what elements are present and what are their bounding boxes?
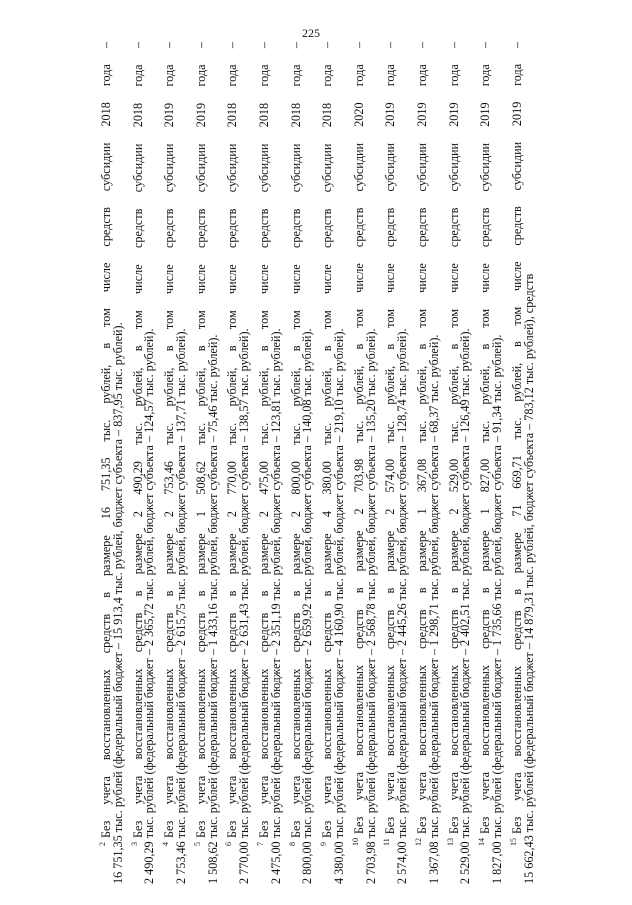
footnote-first-line bbox=[95, 42, 111, 884]
footnote-7 bbox=[253, 42, 285, 884]
footnote-3 bbox=[127, 42, 159, 884]
footnote-6 bbox=[221, 42, 253, 884]
footnote-text-line-1: Без учета восстановленных средств в размере 1 827,00 тыс. рублей, в том числе средств субсидии 2019 года – bbox=[478, 42, 493, 834]
footnote-first-line bbox=[285, 42, 301, 884]
footnote-first-line bbox=[127, 42, 143, 884]
footnote-13 bbox=[443, 42, 475, 884]
footnote-text-line-1: Без учета восстановленных средств в размере 2 800,00 тыс. рублей, в том числе средств субсидии 2018 года – bbox=[288, 42, 303, 838]
footnote-text-line-1: Без учета восстановленных средств в размере 1 367,08 тыс. рублей, в том числе средств субсидии 2019 года – bbox=[414, 42, 429, 834]
rotated-page-body bbox=[95, 42, 570, 884]
footnote-14 bbox=[474, 42, 506, 884]
footnote-10 bbox=[348, 42, 380, 884]
footnote-text-line-1: Без учета восстановленных средств в размере 2 475,00 тыс. рублей, в том числе средств субсидии 2018 года – bbox=[256, 42, 271, 838]
footnote-number: 10 bbox=[350, 838, 360, 846]
footnote-text-line-2: 2 770,00 тыс. рублей (федеральный бюджет – 2 631,43 тыс. рублей, бюджет субъекта – 138,57 тыс. рублей). bbox=[237, 328, 252, 884]
footnote-9 bbox=[316, 42, 348, 884]
footnote-text-line-2: 1 367,08 тыс. рублей (федеральный бюджет – 1 298,71 тыс. рублей, бюджет субъекта – 68,37 тыс. рублей). bbox=[426, 334, 441, 884]
footnote-text-line-2: 15 662,43 тыс. рублей (федеральный бюджет – 14 879,31 тыс. рублей, бюджет субъекта – 783,12 тыс. рублей), средств bbox=[521, 273, 536, 884]
footnote-text-line-1: Без учета восстановленных средств в размере 2 574,00 тыс. рублей, в том числе средств субсидии 2019 года – bbox=[383, 42, 398, 835]
footnote-number: 13 bbox=[445, 838, 455, 846]
footnote-first-line bbox=[379, 42, 398, 884]
footnote-text-line-1: Без учета восстановленных средств в размере 2 490,29 тыс. рублей, в том числе средств субсидии 2018 года – bbox=[130, 42, 145, 838]
footnote-number: 14 bbox=[477, 838, 487, 846]
footnote-text-line-1: Без учета восстановленных средств в размере 2 703,98 тыс. рублей, в том числе средств субсидии 2020 года – bbox=[351, 42, 366, 834]
footnote-text-line-1: Без учета восстановленных средств в размере 2 529,00 тыс. рублей, в том числе средств субсидии 2019 года – bbox=[446, 42, 461, 834]
footnote-number: 9 bbox=[319, 842, 329, 846]
footnote-text-line-2: 16 751,35 тыс. рублей (федеральный бюджет – 15 913,4 тыс. рублей, бюджет субъекта – 837,95 тыс. рублей). bbox=[110, 322, 125, 884]
footnote-first-line bbox=[348, 42, 364, 884]
footnote-number: 8 bbox=[287, 842, 297, 846]
footnote-text-line-2: 4 380,00 тыс. рублей (федеральный бюджет – 4 160,90 тыс. рублей, бюджет субъекта – 219,10 тыс. рублей). bbox=[331, 328, 346, 884]
footnote-11 bbox=[379, 42, 411, 884]
footnote-text-line-2: 2 529,00 тыс. рублей (федеральный бюджет – 2 402,51 тыс. рублей, бюджет субъекта – 126,49 тыс. рублей). bbox=[458, 328, 473, 884]
footnote-number: 11 bbox=[382, 838, 392, 846]
footnote-text-line-2: 2 475,00 тыс. рублей (федеральный бюджет – 2 351,19 тыс. рублей, бюджет субъекта – 123,81 тыс. рублей). bbox=[268, 328, 283, 884]
footnote-4 bbox=[158, 42, 190, 884]
footnote-text-line-2: 2 800,00 тыс. рублей (федеральный бюджет – 2 659,92 тыс. рублей, бюджет субъекта – 140,08 тыс. рублей). bbox=[300, 328, 315, 884]
page-number: 225 bbox=[302, 26, 320, 40]
footnote-text-line-2: 2 490,29 тыс. рублей (федеральный бюджет – 2 365,72 тыс. рублей, бюджет субъекта – 124,57 тыс. рублей). bbox=[142, 328, 157, 884]
footnote-text-line-1: Без учета восстановленных средств в размере 2 753,46 тыс. рублей, в том числе средств субсидии 2019 года – bbox=[162, 42, 177, 838]
footnote-first-line bbox=[411, 42, 427, 884]
footnote-first-line bbox=[316, 42, 335, 884]
footnote-first-line bbox=[506, 42, 522, 884]
footnotes-list bbox=[95, 42, 570, 884]
footnote-first-line bbox=[443, 42, 459, 884]
footnote-text-line-2: 1 827,00 тыс. рублей (федеральный бюджет – 1 735,66 тыс. рублей, бюджет субъекта – 91,34 тыс. рублей). bbox=[489, 334, 504, 884]
footnote-text-line-2: 2 753,46 тыс. рублей (федеральный бюджет – 2 615,75 тыс. рублей, бюджет субъекта – 137,71 тыс. рублей). bbox=[173, 328, 188, 884]
footnote-number: 4 bbox=[161, 842, 171, 846]
footnote-first-line bbox=[221, 42, 240, 884]
footnote-text-line-1: Без учета восстановленных средств в размере 71 669,71 тыс. рублей, в том числе средств субсидии 2019 года – bbox=[509, 42, 524, 834]
footnote-number: 5 bbox=[192, 842, 202, 846]
footnote-number: 2 bbox=[98, 842, 107, 846]
footnote-number: 6 bbox=[224, 842, 234, 846]
footnote-first-line bbox=[474, 42, 493, 884]
footnote-text-line-1: Без учета восстановленных средств в размере 16 751,35 тыс. рублей, в том числе средств субсидии 2018 года – bbox=[99, 42, 113, 838]
footnote-number: 7 bbox=[255, 842, 265, 846]
footnote-first-line bbox=[158, 42, 177, 884]
footnote-text-line-2: 2 574,00 тыс. рублей (федеральный бюджет – 2 445,26 тыс. рублей, бюджет субъекта – 128,74 тыс. рублей). bbox=[395, 328, 410, 884]
footnote-first-line bbox=[190, 42, 206, 884]
footnote-12 bbox=[411, 42, 443, 884]
footnote-number: 3 bbox=[129, 842, 139, 846]
footnote-5 bbox=[190, 42, 222, 884]
footnote-2 bbox=[95, 42, 127, 884]
footnote-15 bbox=[506, 42, 538, 884]
footnote-number: 15 bbox=[508, 838, 518, 846]
footnote-text-line-1: Без учета восстановленных средств в размере 1 508,62 тыс. рублей, в том числе средств субсидии 2019 года – bbox=[193, 42, 208, 838]
footnote-text-line-2: 2 703,98 тыс. рублей (федеральный бюджет – 2 568,78 тыс. рублей, бюджет субъекта – 135,20 тыс. рублей). bbox=[363, 328, 378, 884]
footnote-text-line-1: Без учета восстановленных средств в размере 4 380,00 тыс. рублей, в том числе средств субсидии 2018 года – bbox=[320, 42, 335, 838]
footnote-text-line-1: Без учета восстановленных средств в размере 2 770,00 тыс. рублей, в том числе средств субсидии 2018 года – bbox=[225, 42, 240, 838]
footnote-text-line-2: 1 508,62 тыс. рублей (федеральный бюджет – 1 433,16 тыс. рублей, бюджет субъекта – 75,46 тыс. рублей). bbox=[205, 334, 220, 884]
footnote-first-line bbox=[253, 42, 269, 884]
footnote-8 bbox=[285, 42, 317, 884]
footnote-number: 12 bbox=[413, 838, 423, 846]
